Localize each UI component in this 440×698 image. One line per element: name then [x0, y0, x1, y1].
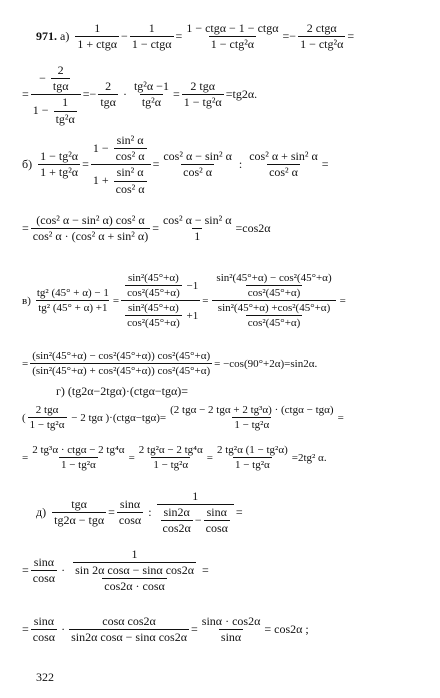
line-b-2: = $\frac{\text{(cos² α − sin² α) cos² α}}{\text{cos² α · (cos² α + sin² α)}}$ = $\frac{\text{cos² α − sin² α}}{1}$ =cos2α	[22, 213, 271, 244]
fraction: $\frac{2}{\text{tgα}}$	[100, 79, 116, 110]
fraction: $\frac{1}{\text{1 − ctgα}}$	[131, 21, 172, 52]
page-number: 322	[36, 670, 54, 684]
line-v-2: = $\frac{\text{(sin²(45°+α) − cos²(45°+α)) cos²(45°+α)}}{\text{(sin²(45°+α) + cos²(45°+α)) cos²(45°+α)}}$ = −cos(90°+2α)=sin2α.	[22, 350, 318, 378]
part-label-b: б)	[22, 157, 33, 172]
fraction: $\frac{\frac{\text{sin²(45°+α) − cos²(45°+α)}}{\text{cos²(45°+α)}}}{\frac{\text{sin²(45°+α) +cos²(45°+α)}}{\text{cos²(45°+α)}}}$	[210, 272, 337, 329]
line-g-2: = $\frac{\text{2 tg³α · ctgα − 2 tg⁴α}}{\text{1 − tg²α}}$ = $\frac{\text{2 tg²α − 2 tg⁴α}}{\text{1 − tg²α}}$ = $\frac{\text{2 tg²α (1 − tg²α)}}{\text{1 − tg²α}}$ =2tg² α.	[22, 444, 327, 472]
fraction: $\frac{\text{(2 tgα − 2 tgα + 2 tg³α) · (ctgα − tgα)}}{\text{1 − tg²α}}$	[170, 404, 334, 432]
fraction: $\frac{\text{cos² α − sin² α}}{1}$	[162, 213, 232, 244]
fraction: $\frac{\text{2 tgα}}{\text{1 − tg²α}}$	[29, 404, 65, 432]
line-a-2: = − $\frac{2}{\text{tgα}}$ 1 − $\frac{1}{\text{tg²α}}$ =− $\frac{2}{\text{tgα}}$ · $\frac{\text{tg²α −1}}{\text{tg²α}}$ = $\frac{\text{2 tgα}}{\text{1 − tg²α}}$ =tg2α.	[22, 63, 258, 126]
part-label-d: д)	[36, 505, 47, 520]
fraction: $\frac{\text{(cos² α − sin² α) cos² α}}{\text{cos² α · (cos² α + sin² α)}}$	[32, 213, 149, 244]
fraction: $\frac{\text{cos² α − sin² α}}{\text{cos² α}}$	[163, 149, 232, 180]
fraction: 1 − $\frac{\text{sin² α}}{\text{cos² α}}$ 1 + $\frac{\text{sin² α}}{\text{cos² α}}$	[91, 134, 151, 196]
fraction: $\frac{\text{2 tg²α (1 − tg²α)}}{\text{1 − tg²α}}$	[216, 444, 288, 472]
fraction: − $\frac{2}{\text{tgα}}$ 1 − $\frac{1}{\text{tg²α}}$	[31, 64, 81, 126]
line-g-head: г) (tg2α−2tgα)·(ctgα−tgα)=	[56, 384, 189, 398]
part-label-v: в)	[22, 294, 31, 307]
fraction: $\frac{\frac{1}{\text{sin 2α cosα − sinα cos2α}}}{\cos 2\alpha \cdot \cos\alpha}$	[75, 547, 194, 594]
fraction: $\frac{\sin\alpha}{\cos\alpha}$	[118, 497, 142, 528]
fraction: $\frac{\text{2 ctgα}}{\text{1 − ctg²α}}$	[300, 21, 344, 52]
line-d-1: д) $\frac{\text{tgα}}{\text{tg2α − tgα}}$ = $\frac{\sin\alpha}{\cos\alpha}$ : 1 $\frac{\sin 2\alpha}{\cos 2\alpha}$ − $\frac{\sin\alpha}{\cos\alpha}$ =	[36, 489, 243, 536]
fraction: $\frac{\text{tg²α −1}}{\text{tg²α}}$	[133, 79, 169, 110]
line-a-1: 971. а) $\frac{1}{\text{1 + ctgα}}$ − $\frac{1}{\text{1 − ctgα}}$ = $\frac{\text{1 − ctgα − 1 − ctgα}}{\text{1 − ctg²α}}$ =− $\frac{\text{2 ctgα}}{\text{1 − ctg²α}}$ =	[36, 21, 355, 52]
fraction: $\frac{\sin\alpha}{\cos\alpha}$	[32, 614, 56, 645]
fraction: $\frac{\text{2 tg³α · ctgα − 2 tg⁴α}}{\text{1 − tg²α}}$	[32, 444, 125, 472]
problem-number: 971.	[36, 29, 57, 44]
fraction: $\frac{\text{sin²(45°+α)}}{\text{cos²(45°+α)}}$ −1 $\frac{\text{sin²(45°+α)}}{\text{cos²(45°+α)}}$ +1	[121, 272, 200, 329]
fraction: $\frac{\text{cos² α + sin² α}}{\text{cos² α}}$	[249, 149, 318, 180]
line-g-1: ( $\frac{\text{2 tgα}}{\text{1 − tg²α}}$ − 2 tgα )·(ctgα−tgα)= $\frac{\text{(2 tgα − 2 tgα + 2 tg³α) · (ctgα − tgα)}}{\text{1 − tg²α}}$ =	[22, 404, 344, 432]
line-v-1: в) $\frac{\text{tg² (45° + α) − 1}}{\text{tg² (45° + α) +1}}$ = $\frac{\text{sin²(45°+α)}}{\text{cos²(45°+α)}}$ −1 $\frac{\text{sin²(45°+α)}}{\text{cos²(45°+α)}}$ +1 = $\frac{\frac{\text{sin²(45°+α) − cos²(45°+α)}}{\text{cos²(45°+α)}}}{\frac{\text{sin²(45°+α) +cos²(45°+α)}}{\text{cos²(45°+α)}}}$ =	[22, 272, 346, 330]
part-label-a: а)	[60, 29, 70, 44]
line-b-1: б) $\frac{\text{1 − tg²α}}{\text{1 + tg²α}}$ = 1 − $\frac{\text{sin² α}}{\text{cos² α}}$ 1 + $\frac{\text{sin² α}}{\text{cos² α}}$ = $\frac{\text{cos² α − sin² α}}{\text{cos² α}}$ : $\frac{\text{cos² α + sin² α}}{\text{cos² α}}$ =	[22, 133, 329, 196]
fraction: $\frac{\text{1 − tg²α}}{\text{1 + tg²α}}$	[40, 149, 79, 180]
fraction: 1 $\frac{\sin 2\alpha}{\cos 2\alpha}$ − $\frac{\sin\alpha}{\cos\alpha}$	[157, 490, 234, 536]
fraction: $\frac{\text{cosα cos2α}}{\text{sin2α cosα − sinα cos2α}}$	[71, 614, 187, 645]
fraction: $\frac{\text{2 tgα}}{\text{1 − tg²α}}$	[183, 79, 222, 110]
fraction: $\frac{\text{2 tg²α − 2 tg⁴α}}{\text{1 − tg²α}}$	[138, 444, 203, 472]
line-d-3: = $\frac{\sin\alpha}{\cos\alpha}$ · $\frac{\text{cosα cos2α}}{\text{sin2α cosα − sinα cos2α}}$ = $\frac{\sin\alpha \cdot \cos 2\alpha}{\sin\alpha}$ = cos2α ;	[22, 614, 309, 645]
fraction: $\frac{1}{\text{1 + ctgα}}$	[77, 21, 118, 52]
fraction: $\frac{\sin\alpha}{\cos\alpha}$	[32, 555, 56, 586]
fraction: $\frac{\text{tgα}}{\text{tg2α − tgα}}$	[54, 497, 105, 528]
fraction: $\frac{\text{1 − ctgα − 1 − ctgα}}{\text{1 − ctg²α}}$	[186, 21, 279, 52]
fraction: $\frac{\sin\alpha \cdot \cos 2\alpha}{\sin\alpha}$	[201, 614, 261, 645]
fraction: $\frac{\text{tg² (45° + α) − 1}}{\text{tg² (45° + α) +1}}$	[36, 287, 109, 315]
fraction: $\frac{\text{(sin²(45°+α) − cos²(45°+α)) cos²(45°+α)}}{\text{(sin²(45°+α) + cos²(45°+α)) cos²(45°+α)}}$	[32, 350, 211, 378]
line-d-2: = $\frac{\sin\alpha}{\cos\alpha}$ · $\frac{\frac{1}{\text{sin 2α cosα − sinα cos2α}}}{\cos 2\alpha \cdot \cos\alpha}$ =	[22, 547, 209, 594]
